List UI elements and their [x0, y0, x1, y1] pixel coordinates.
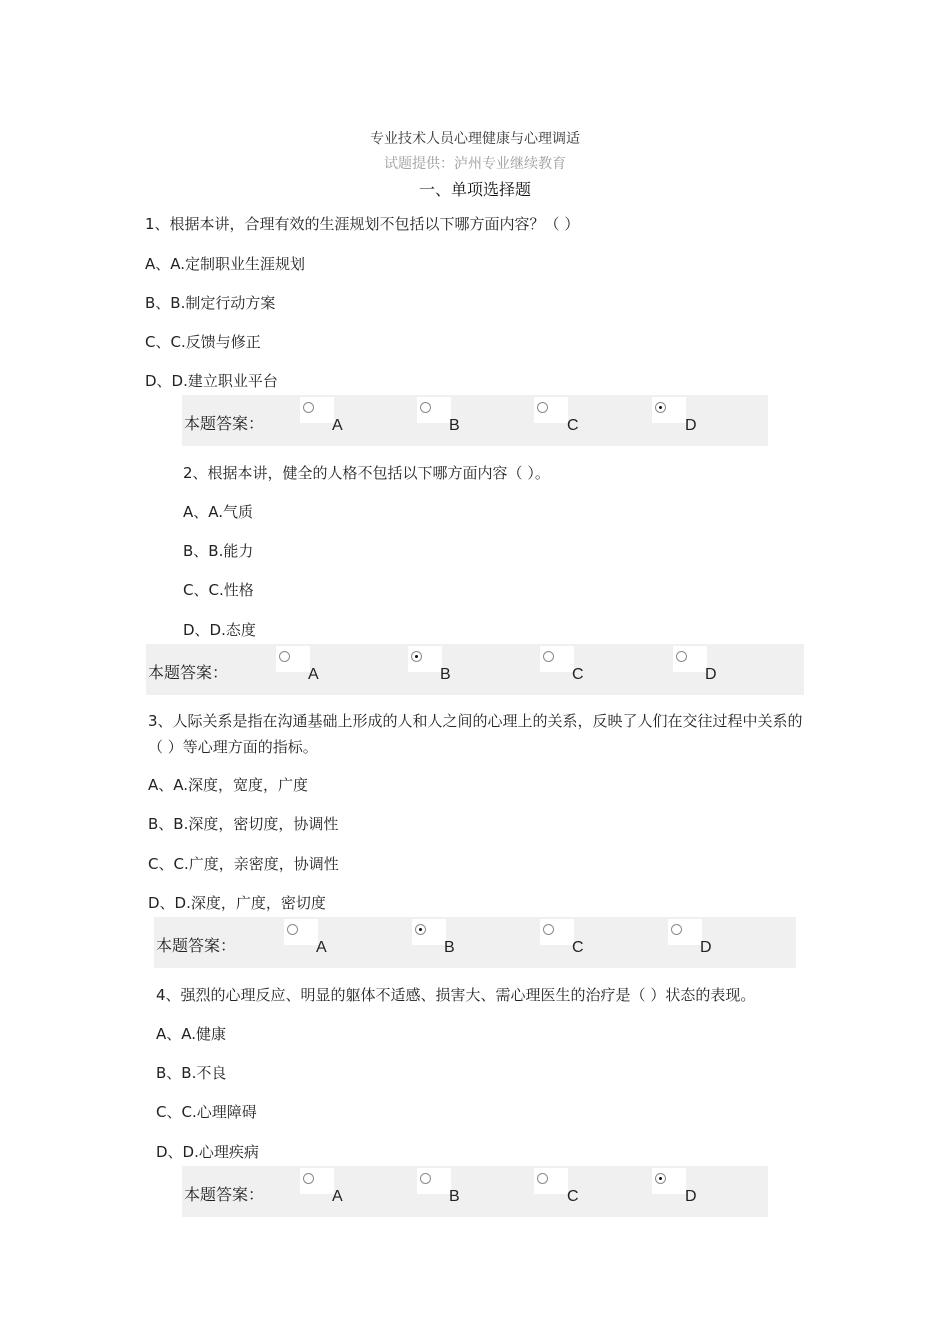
- choice-letter: C: [567, 417, 579, 434]
- question-1-choice-d[interactable]: [652, 397, 686, 423]
- choice-letter: A: [316, 939, 327, 956]
- question-2-choice-b[interactable]: [408, 646, 442, 672]
- question-1-option-d: D、D.建立职业平台: [145, 372, 278, 390]
- choice-letter: C: [567, 1188, 579, 1205]
- question-1-option-c: C、C.反馈与修正: [145, 333, 261, 351]
- radio-icon[interactable]: [287, 924, 298, 935]
- choice-letter: B: [444, 939, 455, 956]
- choice-letter: A: [332, 417, 343, 434]
- question-4-text: 4、强烈的心理反应、明显的躯体不适感、损害大、需心理医生的治疗是（ ）状态的表现。: [156, 986, 756, 1004]
- question-4-answer-bar: [182, 1166, 768, 1217]
- radio-icon[interactable]: [303, 402, 314, 413]
- choice-letter: D: [685, 1188, 697, 1205]
- answer-label: 本题答案：: [156, 936, 237, 955]
- radio-icon[interactable]: [537, 1173, 548, 1184]
- question-2-option-d: D、D.态度: [183, 621, 256, 639]
- radio-icon[interactable]: [543, 651, 554, 662]
- choice-letter: B: [449, 1188, 460, 1205]
- radio-icon[interactable]: [420, 1173, 431, 1184]
- choice-letter: B: [449, 417, 460, 434]
- question-2-text: 2、根据本讲，健全的人格不包括以下哪方面内容（ ）。: [183, 464, 550, 482]
- question-2-choice-a[interactable]: [276, 646, 310, 672]
- document-title: 专业技术人员心理健康与心理调适: [370, 131, 580, 147]
- radio-checked-icon[interactable]: [655, 1173, 666, 1184]
- radio-icon[interactable]: [279, 651, 290, 662]
- radio-icon[interactable]: [537, 402, 548, 413]
- question-3-answer-bar: [154, 917, 796, 968]
- question-3-option-b: B、B.深度，密切度，协调性: [148, 815, 339, 833]
- radio-icon[interactable]: [543, 924, 554, 935]
- radio-icon[interactable]: [671, 924, 682, 935]
- question-1-answer-bar: [182, 395, 768, 446]
- question-4-choice-a[interactable]: [300, 1168, 334, 1194]
- question-1-choice-c[interactable]: [534, 397, 568, 423]
- question-2-choice-d[interactable]: [673, 646, 707, 672]
- question-3-text: 3、人际关系是指在沟通基础上形成的人和人之间的心理上的关系，反映了人们在交往过程中关系的（ ）等心理方面的指标。: [148, 712, 803, 756]
- choice-letter: C: [572, 666, 584, 683]
- radio-icon[interactable]: [303, 1173, 314, 1184]
- question-4-option-c: C、C.心理障碍: [156, 1103, 257, 1121]
- question-4-choice-d[interactable]: [652, 1168, 686, 1194]
- question-1-option-b: B、B.制定行动方案: [145, 294, 276, 312]
- radio-checked-icon[interactable]: [415, 924, 426, 935]
- choice-letter: D: [685, 417, 697, 434]
- question-3-choice-b[interactable]: [412, 919, 446, 945]
- radio-checked-icon[interactable]: [655, 402, 666, 413]
- question-2-option-c: C、C.性格: [183, 581, 254, 599]
- question-3-choice-a[interactable]: [284, 919, 318, 945]
- question-1-choice-a[interactable]: [300, 397, 334, 423]
- section-heading: 一、单项选择题: [418, 180, 531, 199]
- question-2-answer-bar: [146, 644, 804, 695]
- choice-letter: A: [332, 1188, 343, 1205]
- answer-label: 本题答案：: [148, 663, 229, 682]
- question-4-choice-c[interactable]: [534, 1168, 568, 1194]
- question-3-option-a: A、A.深度，宽度，广度: [148, 776, 309, 794]
- question-4-option-a: A、A.健康: [156, 1025, 227, 1043]
- question-2-choice-c[interactable]: [540, 646, 574, 672]
- choice-letter: A: [308, 666, 319, 683]
- provider-line: 试题提供：泸州专业继续教育: [384, 156, 566, 172]
- choice-letter: C: [572, 939, 584, 956]
- choice-letter: B: [440, 666, 451, 683]
- radio-checked-icon[interactable]: [411, 651, 422, 662]
- question-2-option-a: A、A.气质: [183, 503, 254, 521]
- question-1-text: 1、根据本讲，合理有效的生涯规划不包括以下哪方面内容？（ ）: [145, 215, 580, 233]
- question-3-option-c: C、C.广度，亲密度，协调性: [148, 855, 339, 873]
- radio-icon[interactable]: [420, 402, 431, 413]
- radio-icon[interactable]: [676, 651, 687, 662]
- question-4-choice-b[interactable]: [417, 1168, 451, 1194]
- question-1-option-a: A、A.定制职业生涯规划: [145, 255, 306, 273]
- question-4-option-b: B、B.不良: [156, 1064, 227, 1082]
- question-3-option-d: D、D.深度，广度，密切度: [148, 894, 326, 912]
- choice-letter: D: [705, 666, 717, 683]
- answer-label: 本题答案：: [184, 414, 265, 433]
- question-2-option-b: B、B.能力: [183, 542, 254, 560]
- question-1-choice-b[interactable]: [417, 397, 451, 423]
- question-4-option-d: D、D.心理疾病: [156, 1143, 259, 1161]
- question-3-choice-d[interactable]: [668, 919, 702, 945]
- question-3-choice-c[interactable]: [540, 919, 574, 945]
- choice-letter: D: [700, 939, 712, 956]
- answer-label: 本题答案：: [184, 1185, 265, 1204]
